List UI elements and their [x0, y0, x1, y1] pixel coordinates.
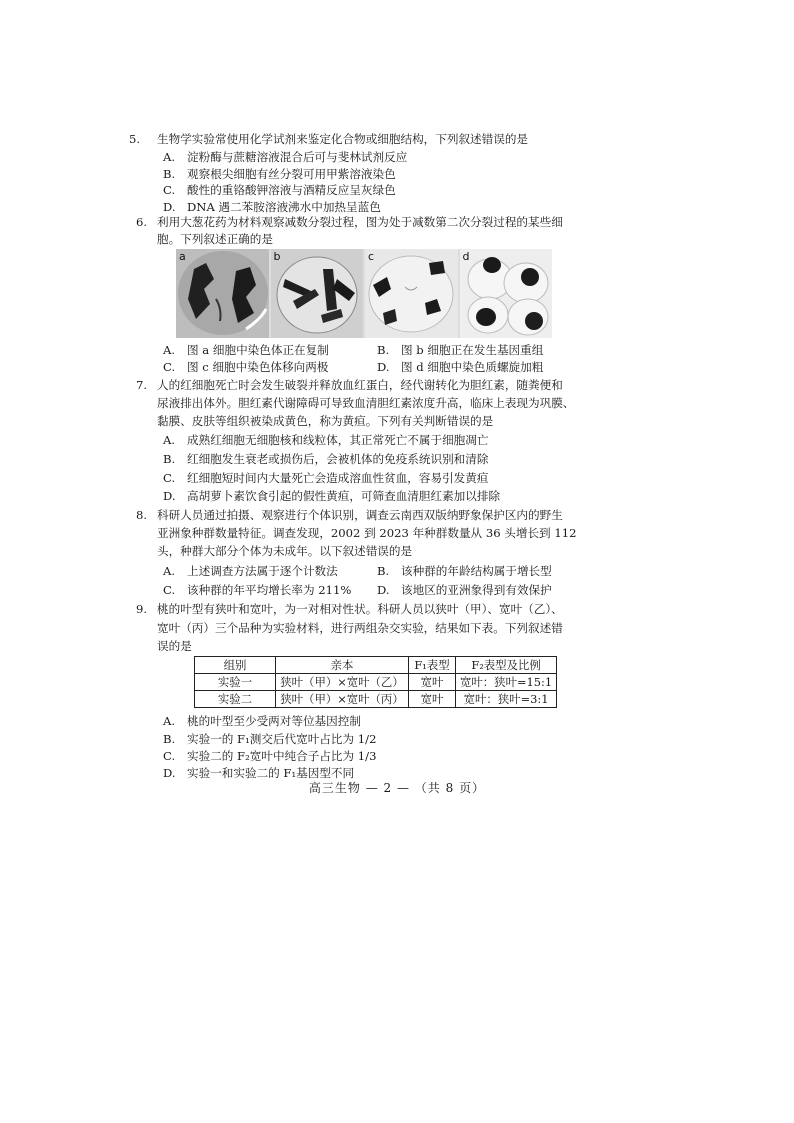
- question-5-option-b: B. 观察根尖细胞有丝分裂可用甲紫溶液染色: [163, 167, 396, 181]
- question-9-option-b: B. 实验一的 F₁测交后代宽叶占比为 1/2: [163, 732, 377, 746]
- table-cell: 狭叶（甲）×宽叶（乙）: [276, 674, 409, 691]
- question-8-stem-line-3: 头，种群大部分个体为未成年。以下叙述错误的是: [157, 544, 413, 558]
- micrograph-panel-b: [271, 249, 364, 338]
- question-8-option-d: D. 该地区的亚洲象得到有效保护: [377, 583, 552, 597]
- question-5-option-c: C. 酸性的重铬酸钾溶液与酒精反应呈灰绿色: [163, 183, 396, 197]
- question-7-stem-line-3: 黏膜、皮肤等组织被染成黄色，称为黄疸。下列有关判断错误的是: [157, 414, 494, 428]
- question-6-number: 6.: [136, 215, 148, 229]
- panel-label-d: d: [462, 250, 470, 263]
- table-cell: 宽叶: [409, 674, 456, 691]
- table-cell: 宽叶: [409, 691, 456, 708]
- question-7-stem-line-2: 尿液排出体外。胆红素代谢障碍可导致血清胆红素浓度升高，临床上表现为巩膜、: [157, 396, 575, 410]
- panel-label-c: c: [368, 250, 375, 263]
- table-header-cell: F₂表型及比例: [456, 657, 557, 674]
- micrograph-c-image: [365, 249, 458, 338]
- question-9-number: 9.: [136, 602, 148, 616]
- question-7-option-b: B. 红细胞发生衰老或损伤后，会被机体的免疫系统识别和清除: [163, 452, 489, 466]
- table-cell: 宽叶：狭叶=15:1: [456, 674, 557, 691]
- micrograph-panel-d: [460, 249, 553, 338]
- micrograph-panel-c: [365, 249, 458, 338]
- question-6-stem-line-2: 胞。下列叙述正确的是: [157, 232, 273, 246]
- question-5-stem: 生物学实验常使用化学试剂来鉴定化合物或细胞结构，下列叙述错误的是: [157, 132, 529, 146]
- table-cell: 实验一: [195, 674, 276, 691]
- table-cell: 实验二: [195, 691, 276, 708]
- table-header-cell: 亲本: [276, 657, 409, 674]
- question-6-option-b: B. 图 b 细胞正在发生基因重组: [377, 343, 544, 357]
- micrograph-b-image: [271, 249, 364, 338]
- question-9-option-d: D. 实验一和实验二的 F₁基因型不同: [163, 766, 355, 780]
- question-9-option-c: C. 实验二的 F₂宽叶中纯合子占比为 1/3: [163, 749, 377, 763]
- table-header-row: [195, 657, 557, 674]
- question-7-option-c: C. 红细胞短时间内大量死亡会造成溶血性贫血，容易引发黄疸: [163, 471, 489, 485]
- question-9-option-a: A. 桃的叶型至少受两对等位基因控制: [163, 714, 361, 728]
- page-footer: 高三生物 — 2 — （共 8 页）: [308, 781, 486, 795]
- micrograph-d-image: [460, 249, 553, 338]
- question-6-option-c: C. 图 c 细胞中染色体移向两极: [163, 360, 329, 374]
- meiosis-micrograph-figure: [176, 249, 552, 338]
- question-8-option-a: A. 上述调查方法属于逐个计数法: [163, 564, 338, 578]
- panel-label-b: b: [273, 250, 281, 263]
- question-7-option-a: A. 成熟红细胞无细胞核和线粒体，其正常死亡不属于细胞凋亡: [163, 433, 489, 447]
- question-6-stem-line-1: 利用大葱花药为材料观察减数分裂过程，图为处于减数第二次分裂过程的某些细: [157, 215, 563, 229]
- question-6-option-d: D. 图 d 细胞中染色质螺旋加粗: [377, 360, 544, 374]
- table-row: [195, 691, 557, 708]
- question-7-stem-line-1: 人的红细胞死亡时会发生破裂并释放血红蛋白，经代谢转化为胆红素，随粪便和: [157, 378, 563, 392]
- question-5-number: 5.: [129, 132, 141, 146]
- table-row: [195, 674, 557, 691]
- question-5-option-d: D. DNA 遇二苯胺溶液沸水中加热呈蓝色: [163, 200, 381, 214]
- question-7-number: 7.: [136, 378, 148, 392]
- question-8-stem-line-2: 亚洲象种群数量特征。调查发现，2002 到 2023 年种群数量从 36 头增长到 112: [157, 526, 577, 540]
- question-9-stem-line-1: 桃的叶型有狭叶和宽叶，为一对相对性状。科研人员以狭叶（甲）、宽叶（乙）、: [157, 602, 563, 616]
- question-6-option-a: A. 图 a 细胞中染色体正在复制: [163, 343, 329, 357]
- question-8-option-c: C. 该种群的年平均增长率为 211%: [163, 583, 352, 597]
- question-5-option-a: A. 淀粉酶与蔗糖溶液混合后可与斐林试剂反应: [163, 150, 408, 164]
- hybridization-results-table: [194, 656, 557, 708]
- question-9-stem-line-2: 宽叶（丙）三个品种为实验材料，进行两组杂交实验，结果如下表。下列叙述错: [157, 621, 563, 635]
- question-7-option-d: D. 高胡萝卜素饮食引起的假性黄疸，可筛查血清胆红素加以排除: [163, 489, 501, 503]
- micrograph-panel-a: [176, 249, 269, 338]
- table-cell: 狭叶（甲）×宽叶（丙）: [276, 691, 409, 708]
- micrograph-a-image: [176, 249, 269, 338]
- question-9-stem-line-3: 误的是: [157, 639, 192, 653]
- table-header-cell: F₁表型: [409, 657, 456, 674]
- question-8-number: 8.: [136, 508, 148, 522]
- question-8-option-b: B. 该种群的年龄结构属于增长型: [377, 564, 552, 578]
- table-cell: 宽叶：狭叶=3:1: [456, 691, 557, 708]
- table-header-cell: 组别: [195, 657, 276, 674]
- question-8-stem-line-1: 科研人员通过拍摄、观察进行个体识别，调查云南西双版纳野象保护区内的野生: [157, 508, 563, 522]
- panel-label-a: a: [179, 250, 186, 263]
